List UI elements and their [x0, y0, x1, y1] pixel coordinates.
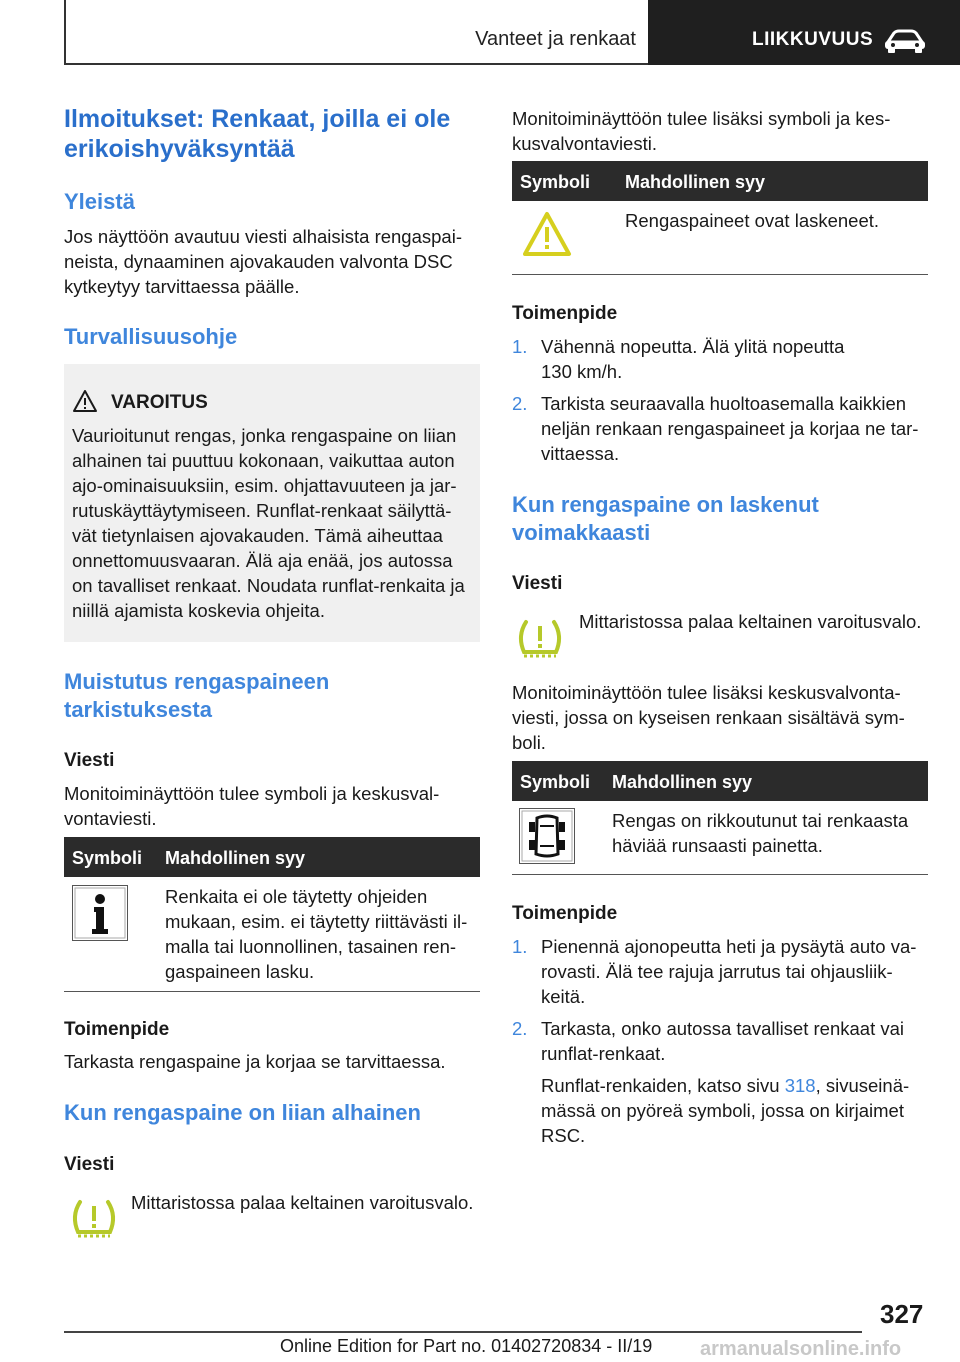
message-label: Viesti — [512, 573, 563, 594]
safety-heading: Turvallisuusohje — [64, 324, 238, 349]
table-header — [512, 761, 928, 801]
warning-label: VAROITUS — [111, 392, 208, 413]
list-item: 2. Tarkista seuraavalla huoltoasemalla kaikkien neljän renkaan rengaspaineet ja korjaa ne tar- vittaessa. — [512, 393, 919, 464]
table-bottom-rule — [512, 274, 928, 275]
intro-text: Monitoiminäyttöön tulee lisäksi symboli ja kes- kusvalvontaviesti. — [512, 108, 891, 154]
message-text: Monitoiminäyttöön tulee symboli ja keskusval- vontaviesti. — [64, 783, 440, 829]
page-title: Ilmoitukset: Renkaat, joilla ei ole erikoishyväksyntää — [64, 105, 451, 163]
table-row-text: Rengaspaineet ovat laskeneet. — [625, 210, 880, 231]
tire-pressure-warning-icon — [68, 1196, 120, 1244]
watermark: armanualsonline.info — [700, 1338, 902, 1360]
message-text: Mittaristossa palaa keltainen varoitusvalo. — [579, 611, 922, 632]
table-header-symbol: Symboli — [520, 772, 591, 792]
table-header-cause: Mahdollinen syy — [612, 772, 753, 792]
reminder-heading: Muistutus rengaspaineen tarkistuksesta — [64, 669, 330, 722]
mid-text: Monitoiminäyttöön tulee lisäksi keskusvalvonta- viesti, jossa on kyseisen renkaan sisältävä sym- boli. — [512, 682, 905, 753]
low-pressure-heading: Kun rengaspaine on liian alhainen — [64, 1100, 421, 1125]
low-message-label: Viesti — [64, 1154, 115, 1175]
car-icon — [884, 28, 926, 54]
action-label: Toimenpide — [64, 1019, 170, 1040]
chapter-title: LIIKKUVUUS — [752, 29, 874, 50]
table-bottom-rule — [64, 991, 480, 992]
table-header-symbol: Symboli — [72, 848, 143, 868]
action-label: Toimenpide — [512, 303, 618, 324]
table-header — [512, 161, 928, 201]
action-text: Tarkasta rengaspaine ja korjaa se tarvittaessa. — [64, 1051, 446, 1072]
header-left-rule — [64, 0, 66, 65]
message-label: Viesti — [64, 750, 115, 771]
sudden-loss-heading: Kun rengaspaine on laskenut voimakkaasti — [512, 492, 819, 545]
table-header-symbol: Symboli — [520, 172, 591, 192]
steps-list — [512, 334, 932, 466]
general-heading: Yleistä — [64, 189, 135, 214]
list-item: 2. Tarkasta, onko autossa tavalliset renkaat vai runflat-renkaat. — [512, 1018, 904, 1064]
section-title: Vanteet ja renkaat — [475, 28, 636, 50]
table-header-cause: Mahdollinen syy — [165, 848, 306, 868]
edition-text: Online Edition for Part no. 01402720834 - II/19 — [280, 1336, 653, 1356]
warning-triangle-icon — [519, 206, 575, 262]
tire-car-icon — [519, 808, 575, 864]
page-link[interactable]: 318 — [784, 1075, 816, 1096]
list-item: 1. Pienennä ajonopeutta heti ja pysäytä auto va- rovasti. Älä tee rajuja jarrutus tai ohjausliik- keitä. — [512, 936, 917, 1007]
low-message-text: Mittaristossa palaa keltainen varoitusvalo. — [131, 1192, 474, 1213]
table-row-text: Rengas on rikkoutunut tai renkaasta häviää runsaasti painetta. — [612, 810, 909, 856]
table-header-cause: Mahdollinen syy — [625, 172, 766, 192]
info-icon — [72, 885, 128, 941]
warning-text: Vaurioitunut rengas, jonka rengaspaine on liian alhainen tai puuttuu kokonaan, vaikuttaa auton ajo-ominaisuuksiin, esim. ohjattavuuteen ja jar- rutuskäyttäytymiseen. Runflat-renkaat säilyttä- vät tietynlaisen ajovakauden. Tämä aiheuttaa onnettomuusvaaran. Älä aja enää, jos autossa on tavalliset renkaat. Noudata runflat-renkaita ja niillä ajamista koskevia ohjeita. — [72, 425, 465, 621]
tire-pressure-warning-icon — [514, 616, 566, 664]
action-label: Toimenpide — [512, 903, 618, 924]
page-number: 327 — [880, 1299, 924, 1329]
footer-rule — [64, 1331, 862, 1333]
table-header — [64, 837, 480, 877]
general-text: Jos näyttöön avautuu viesti alhaisista rengaspai- neista, dynaaminen ajovakauden valvonta DSC kytkeytyy tarvittaessa päälle. — [64, 226, 462, 297]
header-bottom-rule — [64, 63, 650, 65]
table-bottom-rule — [512, 874, 928, 875]
list-item: 1. Vähennä nopeutta. Älä ylitä nopeutta 130 km/h. — [512, 336, 845, 382]
warning-triangle-icon — [72, 389, 98, 413]
table-row-text: Renkaita ei ole täytetty ohjeiden mukaan, esim. ei täytetty riittävästi il- malla tai luonnollinen, tasainen ren- gaspaineen lasku. — [165, 886, 468, 982]
steps-list — [512, 934, 932, 1148]
runflat-note: Runflat-renkaiden, katso sivu 318, sivuseinä- mässä on pyöreä symboli, jossa on kirjaimet RSC. — [541, 1075, 910, 1146]
